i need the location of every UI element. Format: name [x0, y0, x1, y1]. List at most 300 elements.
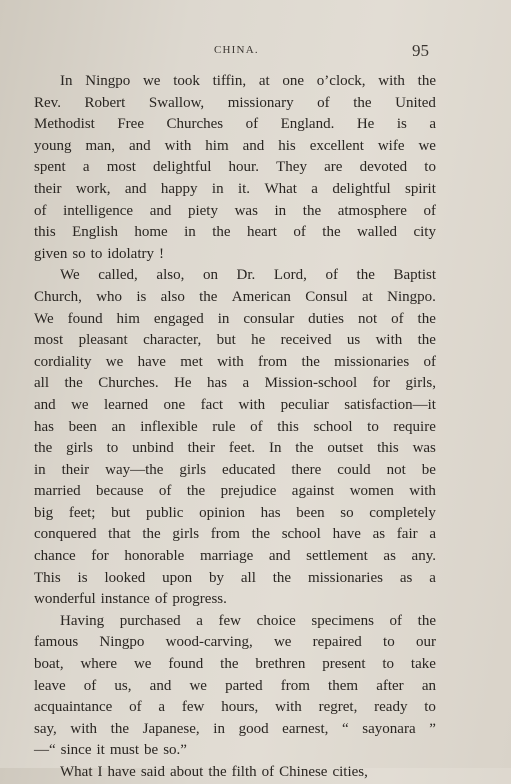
text-line [34, 546, 436, 568]
word: the [212, 224, 231, 241]
word: young [34, 137, 72, 154]
word: not [357, 310, 378, 327]
word: of [34, 202, 47, 219]
word: feet; [68, 504, 96, 521]
word: of [250, 418, 263, 435]
word: o’clock, [316, 73, 366, 89]
word: and [149, 677, 172, 694]
word: to [383, 634, 395, 651]
word: the [142, 526, 161, 543]
word: Ningpo [99, 634, 145, 651]
word: completely [369, 504, 436, 521]
word: in [213, 720, 225, 737]
word: as [399, 569, 413, 586]
word: wife [377, 137, 405, 154]
word: rule [212, 418, 236, 435]
word: a [196, 612, 203, 629]
word: Having [60, 612, 105, 629]
word: after [376, 677, 404, 694]
word: with [375, 332, 403, 349]
word: we [273, 634, 292, 651]
word: I [97, 764, 103, 780]
word: with [275, 699, 302, 716]
word: married [34, 483, 81, 500]
word: is [396, 116, 407, 133]
word: the [186, 483, 206, 500]
word: our [415, 634, 436, 651]
text-line [34, 438, 436, 460]
word: with [238, 396, 266, 413]
word: has [207, 375, 228, 392]
text-line [34, 201, 436, 223]
word: satisfaction—it [344, 396, 436, 413]
word: but [216, 332, 236, 349]
word: idolatry [107, 245, 154, 262]
word: could [337, 461, 371, 478]
text-line [34, 222, 436, 244]
word: where [80, 656, 118, 673]
word: so [340, 504, 354, 521]
word: given [34, 245, 68, 262]
word: the [356, 267, 375, 284]
word: to [106, 440, 119, 457]
word: inflexible [140, 418, 198, 435]
word: the [220, 656, 239, 673]
word: United [395, 94, 436, 111]
word: we [133, 656, 152, 673]
text-line [34, 71, 436, 93]
word: in [217, 310, 230, 327]
word: a [242, 375, 250, 392]
word: instance [100, 591, 150, 608]
text-line [34, 611, 436, 633]
word: the [272, 569, 292, 586]
word: them [328, 677, 359, 694]
word: we [71, 396, 89, 413]
word: of [391, 310, 404, 327]
word: women [349, 483, 394, 500]
word: marriage [199, 548, 254, 565]
word: English [72, 224, 118, 241]
word: with [217, 353, 244, 370]
word: hours, [221, 699, 259, 716]
word: his [278, 137, 296, 154]
word: with [164, 137, 192, 154]
text-line [34, 676, 436, 698]
word: Churches. [98, 375, 159, 392]
word: acquaintance [34, 699, 113, 716]
word: most [106, 159, 136, 176]
word: work, [75, 180, 111, 197]
word: In [60, 73, 73, 89]
word: ! [159, 245, 164, 262]
word: one [282, 73, 305, 89]
word: to [90, 245, 103, 262]
word: as [372, 526, 386, 543]
word: from [210, 526, 240, 543]
word: at [362, 288, 373, 305]
word: it [96, 742, 105, 759]
word: Robert [84, 94, 126, 111]
word: a [311, 180, 318, 197]
word: honorable [124, 548, 185, 565]
word: Dr. [236, 267, 256, 284]
word: opinion [199, 504, 245, 521]
word: we [418, 137, 436, 154]
word: this [34, 224, 56, 241]
word: school [281, 526, 321, 543]
word: to [367, 418, 379, 435]
word: character, [143, 332, 202, 349]
word: with [409, 483, 436, 500]
text-line [34, 395, 436, 417]
word: conquered [34, 526, 97, 543]
word: cordiality [34, 353, 92, 370]
word: progress. [172, 591, 227, 608]
word: man, [85, 137, 116, 154]
word: learned [103, 396, 149, 413]
word: Methodist [34, 116, 95, 133]
word: to [382, 656, 395, 673]
text-line [34, 632, 436, 654]
word: him [205, 137, 229, 154]
word: intelligence [63, 202, 134, 219]
word: the [251, 526, 270, 543]
word: all [240, 569, 256, 586]
word: Rev. [34, 94, 61, 111]
word: This [34, 569, 61, 586]
word: devoted [359, 159, 408, 176]
word: for [91, 548, 109, 565]
word: of [423, 202, 436, 219]
word: and [268, 548, 291, 565]
word: What [60, 764, 93, 780]
word: are [324, 159, 343, 176]
text-line [34, 524, 436, 546]
word: They [276, 159, 307, 176]
word: few [218, 612, 242, 629]
word: him [116, 310, 140, 327]
word: Ningpo. [387, 288, 436, 305]
word: the [110, 720, 129, 737]
word: He [174, 375, 192, 392]
word: missionaries [307, 569, 383, 586]
word: of [389, 612, 403, 629]
body-text [34, 71, 436, 784]
word: called, [98, 267, 138, 284]
word: us [346, 332, 361, 349]
word: not [386, 461, 406, 478]
word: of [83, 677, 97, 694]
word: sayonara [362, 720, 416, 737]
word: of [158, 483, 172, 500]
word: a [429, 526, 436, 543]
word: the [302, 202, 322, 219]
word: with [378, 73, 405, 89]
word: school [313, 418, 353, 435]
word: What [264, 180, 297, 197]
word: the [64, 375, 83, 392]
word: we [142, 73, 161, 89]
word: that [108, 526, 131, 543]
word: ” [429, 720, 436, 737]
text-line [34, 740, 436, 762]
word: walled [357, 224, 398, 241]
word: Churches [166, 116, 224, 133]
word: as [383, 548, 396, 565]
word: Baptist [393, 267, 436, 284]
word: the [417, 612, 436, 629]
word: Lord, [273, 267, 307, 284]
word: one [163, 396, 186, 413]
word: in [34, 461, 46, 478]
word: atmosphere [337, 202, 407, 219]
text-line [34, 719, 436, 741]
word: Free [117, 116, 144, 133]
word: home [134, 224, 168, 241]
word: have [332, 526, 361, 543]
word: American [231, 288, 291, 305]
word: has [34, 418, 54, 435]
word: missionary [227, 94, 294, 111]
word: big [34, 504, 54, 521]
word: We [34, 310, 54, 327]
word: Church, [34, 288, 82, 305]
word: in [184, 224, 196, 241]
word: repaired [312, 634, 362, 651]
text-line [34, 244, 436, 266]
text-line [34, 481, 436, 503]
word: In [268, 440, 282, 457]
word: “ [342, 720, 349, 737]
text-line [34, 460, 436, 482]
page-number: 95 [412, 41, 429, 60]
word: looked [104, 569, 146, 586]
word: us, [114, 677, 132, 694]
word: the [417, 310, 436, 327]
word: wonderful [34, 591, 96, 608]
word: ready [374, 699, 408, 716]
running-head [0, 41, 511, 62]
text-line [34, 568, 436, 590]
word: met [180, 353, 203, 370]
word: prejudice [220, 483, 277, 500]
word: found [168, 656, 204, 673]
word: most [34, 332, 64, 349]
word: said [140, 764, 165, 780]
word: at [258, 73, 270, 89]
word: cities, [332, 764, 368, 780]
word: of [261, 764, 275, 780]
word: also [160, 288, 185, 305]
text-line [34, 157, 436, 179]
word: has [260, 504, 281, 521]
word: to [424, 699, 436, 716]
word: a [82, 159, 90, 176]
word: of [129, 699, 142, 716]
text-line [34, 589, 436, 611]
text-line [34, 352, 436, 374]
word: the [353, 94, 372, 111]
word: and [149, 202, 172, 219]
text-line [34, 762, 436, 784]
word: Japanese, [142, 720, 200, 737]
word: the [295, 440, 314, 457]
word: piety [187, 202, 218, 219]
word: since [60, 742, 92, 759]
word: for [372, 375, 391, 392]
word: few [181, 699, 205, 716]
word: brethren [255, 656, 306, 673]
word: heart [246, 224, 277, 241]
word: we [105, 353, 124, 370]
word: Ningpo [85, 73, 131, 89]
word: Mission-school [264, 375, 358, 392]
word: spirit [405, 180, 436, 197]
text-line [34, 179, 436, 201]
word: a [429, 569, 436, 586]
word: girls, [405, 375, 436, 392]
word: wood-carving, [165, 634, 253, 651]
word: by [209, 569, 225, 586]
word: We [60, 267, 80, 284]
word: girls [66, 440, 93, 457]
word: feet. [228, 440, 256, 457]
word: have [107, 764, 136, 780]
word: Consul [305, 288, 348, 305]
word: hour. [228, 159, 259, 176]
word: and [124, 180, 147, 197]
text-line [34, 136, 436, 158]
word: with [70, 720, 98, 737]
word: girls [179, 461, 207, 478]
text-line [34, 330, 436, 352]
word: educated [222, 461, 276, 478]
word: took [173, 73, 200, 89]
word: excellent [309, 137, 364, 154]
text-line [34, 265, 436, 287]
word: the [301, 353, 320, 370]
word: take [410, 656, 436, 673]
word: way—the [105, 461, 164, 478]
word: specimens [311, 612, 374, 629]
word: spent [34, 159, 66, 176]
word: received [280, 332, 332, 349]
word: the [322, 224, 341, 241]
word: of [154, 591, 168, 608]
word: have [137, 353, 166, 370]
word: but [111, 504, 131, 521]
word: the [417, 332, 436, 349]
word: of [245, 116, 259, 133]
word: England. [280, 116, 335, 133]
word: to [424, 159, 436, 176]
word: been [296, 504, 325, 521]
word: their [61, 461, 90, 478]
word: and [242, 137, 265, 154]
word: delightful [153, 159, 212, 176]
word: delightful [332, 180, 391, 197]
word: the [199, 288, 218, 305]
word: in [274, 202, 287, 219]
word: chance [34, 548, 76, 565]
word: be [421, 461, 436, 478]
word: public [145, 504, 184, 521]
word: of [293, 224, 306, 241]
word: about [169, 764, 204, 780]
running-head-title: CHINA. [214, 44, 259, 56]
word: of [317, 94, 330, 111]
word: of [325, 267, 338, 284]
word: upon [162, 569, 193, 586]
word: an [111, 418, 126, 435]
word: parted [225, 677, 263, 694]
word: the [417, 73, 436, 89]
word: who [96, 288, 123, 305]
word: city [413, 224, 436, 241]
word: a [429, 116, 436, 133]
word: their [34, 180, 62, 197]
text-line [34, 309, 436, 331]
word: fair [396, 526, 418, 543]
word: was [234, 202, 258, 219]
word: outset [327, 440, 364, 457]
word: fact [200, 396, 224, 413]
word: from [258, 353, 288, 370]
text-line [34, 654, 436, 676]
word: and [34, 396, 56, 413]
word: boat, [34, 656, 64, 673]
word: missionaries [334, 353, 410, 370]
word: any. [411, 548, 436, 565]
word: Chinese [279, 764, 328, 780]
text-line [34, 93, 436, 115]
word: an [421, 677, 436, 694]
word: Swallow, [148, 94, 205, 111]
word: famous [34, 634, 79, 651]
word: regret, [318, 699, 358, 716]
word: girls [172, 526, 200, 543]
word: happy [160, 180, 198, 197]
word: so.” [163, 742, 187, 759]
word: say, [34, 720, 57, 737]
word: all [34, 375, 49, 392]
text-line [34, 503, 436, 525]
word: peculiar [280, 396, 329, 413]
word: was [412, 440, 436, 457]
word: he [251, 332, 266, 349]
word: be [144, 742, 159, 759]
text-line [34, 287, 436, 309]
word: pleasant [78, 332, 128, 349]
text-line [34, 417, 436, 439]
word: leave [34, 677, 66, 694]
word: —“ [34, 742, 56, 759]
word: engaged [153, 310, 204, 327]
word: because [96, 483, 144, 500]
word: choice [256, 612, 296, 629]
word: unbind [132, 440, 174, 457]
word: require [393, 418, 436, 435]
word: in [211, 180, 224, 197]
word: there [291, 461, 322, 478]
word: we [189, 677, 207, 694]
word: it. [237, 180, 251, 197]
text-line [34, 114, 436, 136]
word: is [77, 569, 88, 586]
text-line [34, 697, 436, 719]
word: duties [308, 310, 345, 327]
